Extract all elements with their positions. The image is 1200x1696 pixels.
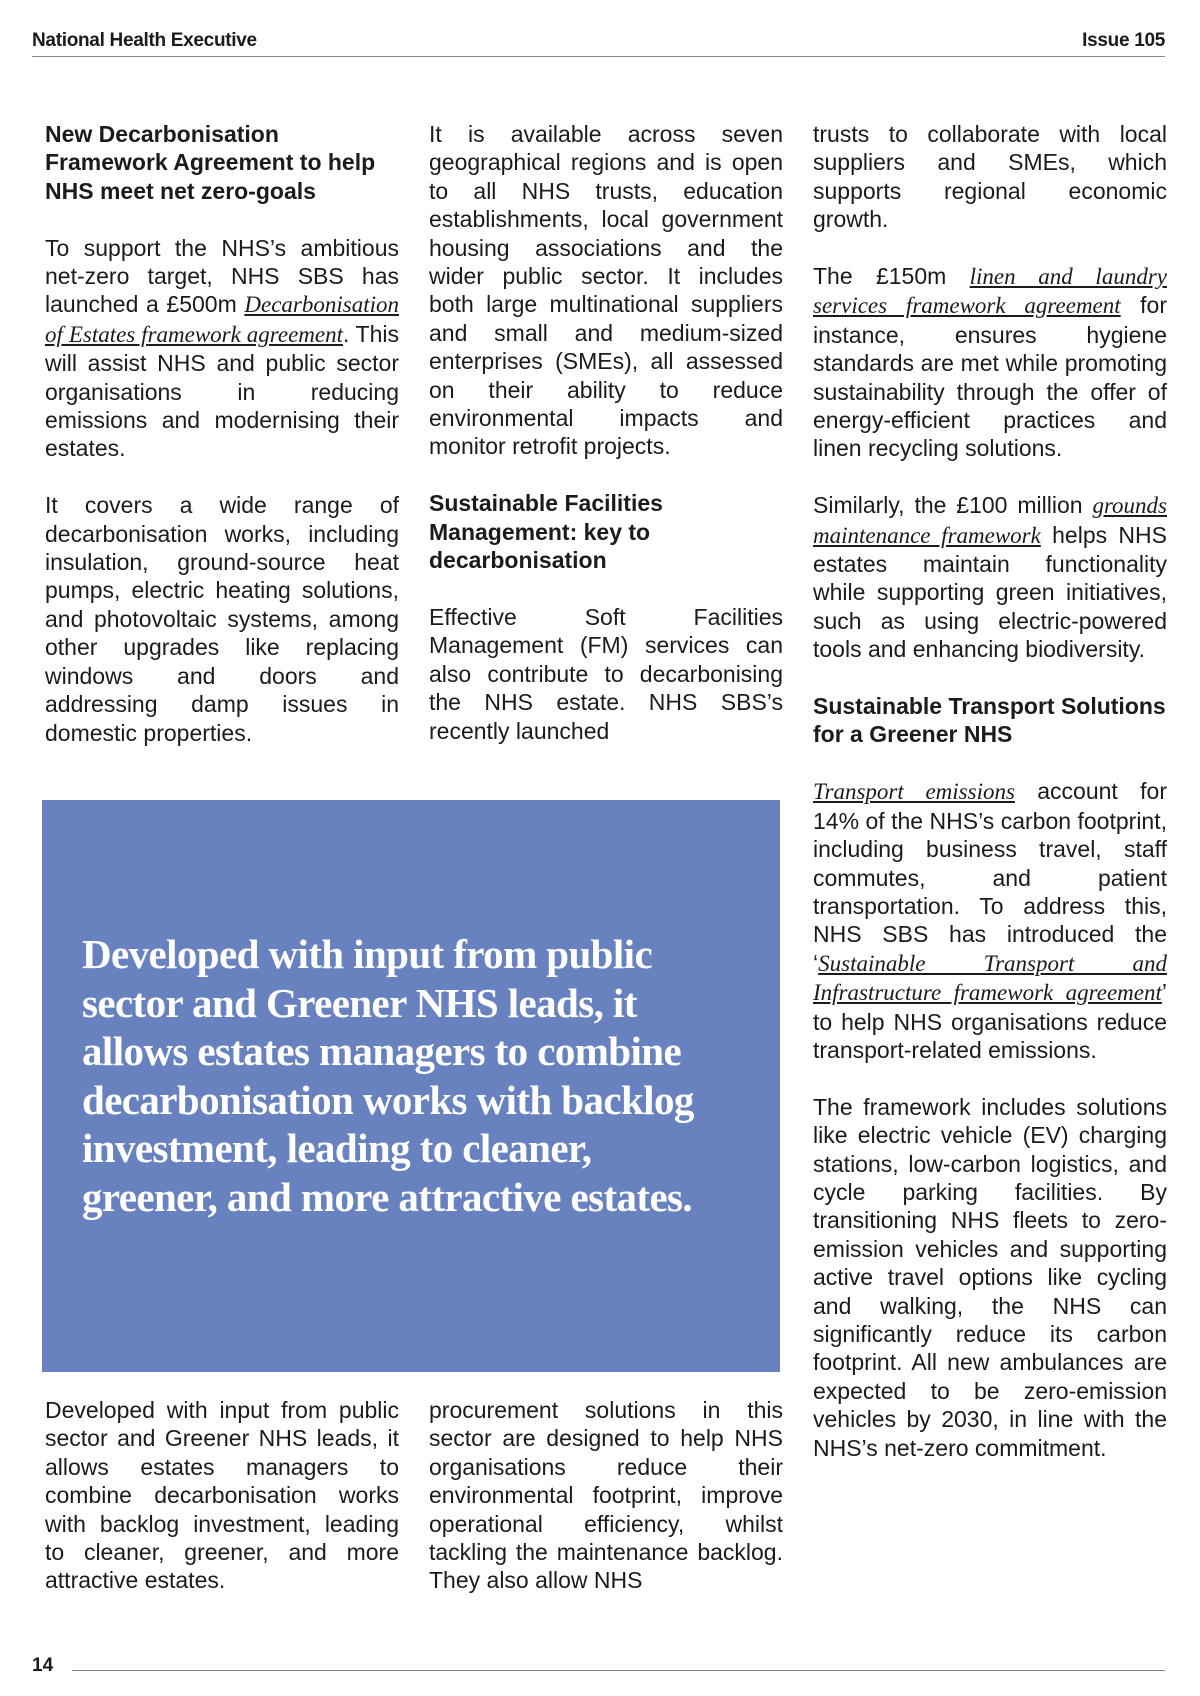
paragraph: [813, 777, 1167, 1064]
section-heading-transport: Sustainable Transport Solutions for a Greener NHS: [813, 693, 1166, 748]
text-run: for instance, ensures hygiene standards are met while promoting sustainability through the offer of energy-efficient practices and linen recycling solutions.: [813, 292, 1167, 462]
column-2-top: [429, 120, 783, 745]
text-run: account for 14% of the NHS’s carbon footprint, including business travel, staff commutes, and patient transportation. To address this, NHS SBS has introduced the ‘: [813, 778, 1167, 976]
footer-rule: [72, 1670, 1165, 1671]
pull-quote-box: [42, 800, 780, 1372]
page-number: 14: [32, 1655, 54, 1676]
paragraph: Developed with input from public sector and Greener NHS leads, it allows estates managers to combine decarbonisation works with backlog investment, leading to cleaner, greener, and more attractive estates.: [45, 1397, 399, 1594]
grounds-maintenance-link[interactable]: grounds maintenance framework: [813, 493, 1167, 548]
text-run: Similarly, the £100 million: [813, 492, 1093, 519]
transport-framework-link[interactable]: Sustainable Transport and Infrastructure framework agreement: [813, 950, 1167, 1006]
column-3: [813, 120, 1167, 1462]
publication-name: National Health Executive: [32, 30, 257, 51]
column-1-top: [45, 120, 399, 747]
paragraph: [813, 262, 1167, 463]
paragraph: procurement solutions in this sector are designed to help NHS organisations reduce their environmental footprint, improve operational efficiency, whilst tackling the maintenance backlog. They also allow NHS: [429, 1397, 783, 1594]
linen-laundry-link[interactable]: linen and laundry services framework agreement: [813, 264, 1167, 319]
paragraph: It is available across seven geographical regions and is open to all NHS trusts, education establishments, local government housing associations and the wider public sector. It includes both large multinational suppliers and small and medium-sized enterprises (SMEs), all assessed on their ability to reduce environmental impacts and monitor retrofit projects.: [429, 121, 783, 460]
text-run: ’ to help NHS organisations reduce transport-related emissions.: [813, 979, 1167, 1063]
article-heading: New Decarbonisation Framework Agreement to help NHS meet net zero-goals: [45, 121, 376, 204]
issue-number: Issue 105: [1082, 30, 1165, 51]
paragraph: [813, 491, 1167, 663]
text-run: helps NHS estates maintain functionality while supporting green initiatives, such as using electric-powered tools and enhancing biodiversity.: [813, 521, 1167, 663]
paragraph: It covers a wide range of decarbonisation works, including insulation, ground-source heat pumps, electric heating solutions, and photovoltaic systems, among other upgrades like replacing windows and doors and addressing damp issues in domestic properties.: [45, 492, 399, 746]
transport-emissions-link[interactable]: Transport emissions: [813, 779, 1015, 805]
text-run: . This will assist NHS and public sector organisations in reducing emissions and modernising their estates.: [45, 320, 399, 462]
decarbonisation-framework-link[interactable]: Decarbonisation of Estates framework agreement: [45, 292, 399, 347]
paragraph: The framework includes solutions like electric vehicle (EV) charging stations, low-carbon logistics, and cycle parking facilities. By transitioning NHS fleets to zero-emission vehicles and supporting active travel options like cycling and walking, the NHS can significantly reduce its carbon footprint. All new ambulances are expected to be zero-emission vehicles by 2030, in line with the NHS’s net-zero commitment.: [813, 1093, 1167, 1461]
paragraph: trusts to collaborate with local suppliers and SMEs, which supports regional economic growth.: [813, 121, 1167, 233]
text-run: The £150m: [813, 263, 970, 290]
paragraph: Effective Soft Facilities Management (FM) services can also contribute to decarbonising the NHS estate. NHS SBS’s recently launched: [429, 603, 783, 744]
text-run: To support the NHS’s ambitious net-zero target, NHS SBS has launched a £500m: [45, 234, 399, 318]
pull-quote: Developed with input from public sector and Greener NHS leads, it allows estates managers to combine decarbonisation works with backlog investment, leading to cleaner, greener, and more attractive estates.: [82, 931, 694, 1220]
column-2-bottom: [429, 1396, 783, 1595]
page-header: [32, 30, 1165, 57]
paragraph: [45, 234, 399, 463]
column-1-bottom: [45, 1396, 399, 1595]
section-heading-facilities: Sustainable Facilities Management: key to decarbonisation: [429, 490, 663, 574]
